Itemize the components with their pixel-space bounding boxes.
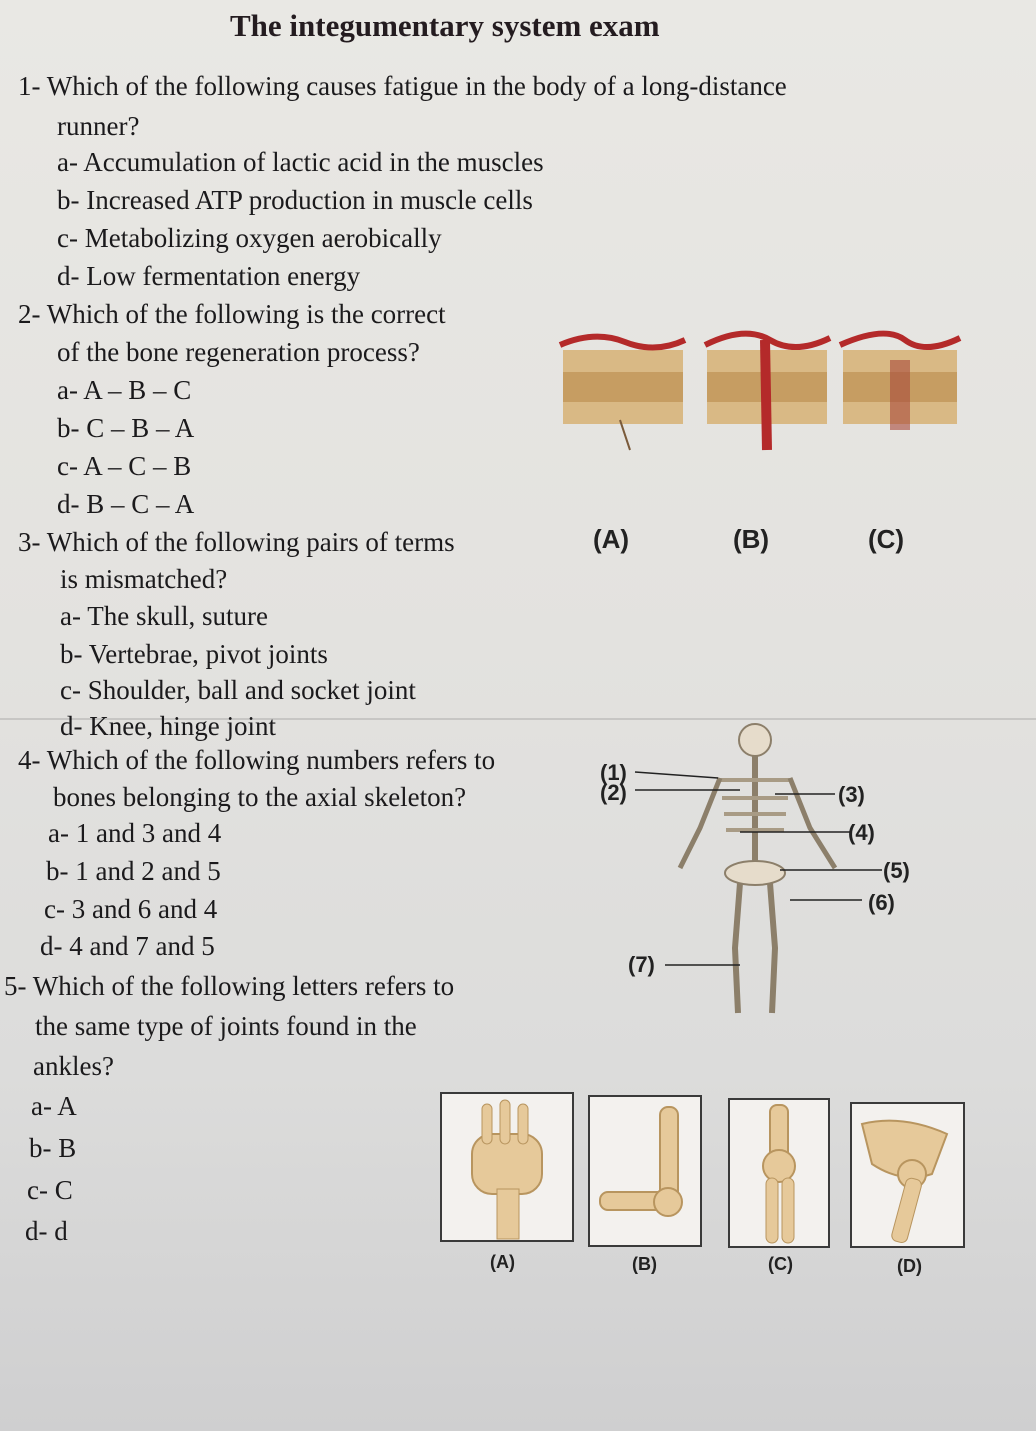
q5-option-d: d- d <box>25 1216 68 1246</box>
q3-stem-line2: is mismatched? <box>60 564 228 594</box>
skull-shape <box>739 724 771 756</box>
joint-label-d: (D) <box>897 1256 922 1276</box>
q1-stem-line1: 1- Which of the following causes fatigue in the body of a long-distance <box>18 71 787 101</box>
q1-option-b: b- Increased ATP production in muscle cells <box>57 185 533 215</box>
q3-option-a: a- The skull, suture <box>60 601 268 631</box>
skeleton-callout-4: (4) <box>848 820 875 845</box>
skeleton-callout-3: (3) <box>838 782 865 807</box>
q5-option-c: c- C <box>27 1175 73 1205</box>
skeleton-callout-1: (1) <box>600 760 627 785</box>
q2-option-b: b- C – B – A <box>57 413 195 443</box>
q5-stem-line3: ankles? <box>33 1051 114 1081</box>
q3-option-d: d- Knee, hinge joint <box>60 711 276 741</box>
q1-stem-line2: runner? <box>57 111 140 141</box>
q2-option-d: d- B – C – A <box>57 489 195 519</box>
q2-stem-line1: 2- Which of the following is the correct <box>18 299 446 329</box>
joint-label-b: (B) <box>632 1254 657 1274</box>
q1-option-d: d- Low fermentation energy <box>57 261 361 291</box>
exam-title: The integumentary system exam <box>230 8 660 43</box>
bone-figure-label-c: (C) <box>868 524 905 554</box>
q3-option-c: c- Shoulder, ball and socket joint <box>60 675 416 705</box>
q4-option-d: d- 4 and 7 and 5 <box>40 931 215 961</box>
bone-figure-label-b: (B) <box>733 524 770 554</box>
q5-option-a: a- A <box>31 1091 77 1121</box>
bone-stage-b <box>705 334 830 450</box>
bone-stage-a <box>560 337 685 450</box>
q4-stem-line2: bones belonging to the axial skeleton? <box>53 782 467 812</box>
q5-stem-line2: the same type of joints found in the <box>35 1011 417 1041</box>
skeleton-callout-5: (5) <box>883 858 910 883</box>
joint-label-c: (C) <box>768 1254 793 1274</box>
q4-option-b: b- 1 and 2 and 5 <box>46 856 221 886</box>
q5-option-b: b- B <box>29 1133 77 1163</box>
skeleton-callout-7: (7) <box>628 952 655 977</box>
q4-option-a: a- 1 and 3 and 4 <box>48 818 222 848</box>
skeleton-callout-2: (2) <box>600 780 627 805</box>
joint-image-c <box>728 1098 830 1248</box>
bone-figure-label-a: (A) <box>593 524 630 554</box>
q2-option-a: a- A – B – C <box>57 375 192 405</box>
q2-stem-line2: of the bone regeneration process? <box>57 337 420 367</box>
skeleton-callout-6: (6) <box>868 890 895 915</box>
q4-option-c: c- 3 and 6 and 4 <box>44 894 218 924</box>
joint-image-a <box>440 1092 574 1242</box>
bone-regeneration-figure <box>555 300 975 500</box>
q1-option-c: c- Metabolizing oxygen aerobically <box>57 223 442 253</box>
q5-stem-line1: 5- Which of the following letters refers to <box>4 971 455 1001</box>
q2-option-c: c- A – C – B <box>57 451 192 481</box>
joint-image-d <box>850 1102 965 1248</box>
joint-label-a: (A) <box>490 1252 515 1272</box>
joint-image-b <box>588 1095 702 1247</box>
bone-stage-c <box>840 334 960 430</box>
q4-stem-line1: 4- Which of the following numbers refers to <box>18 745 496 775</box>
q1-option-a: a- Accumulation of lactic acid in the muscles <box>57 147 544 177</box>
q3-stem-line1: 3- Which of the following pairs of terms <box>18 527 455 557</box>
q3-option-b: b- Vertebrae, pivot joints <box>60 639 328 669</box>
